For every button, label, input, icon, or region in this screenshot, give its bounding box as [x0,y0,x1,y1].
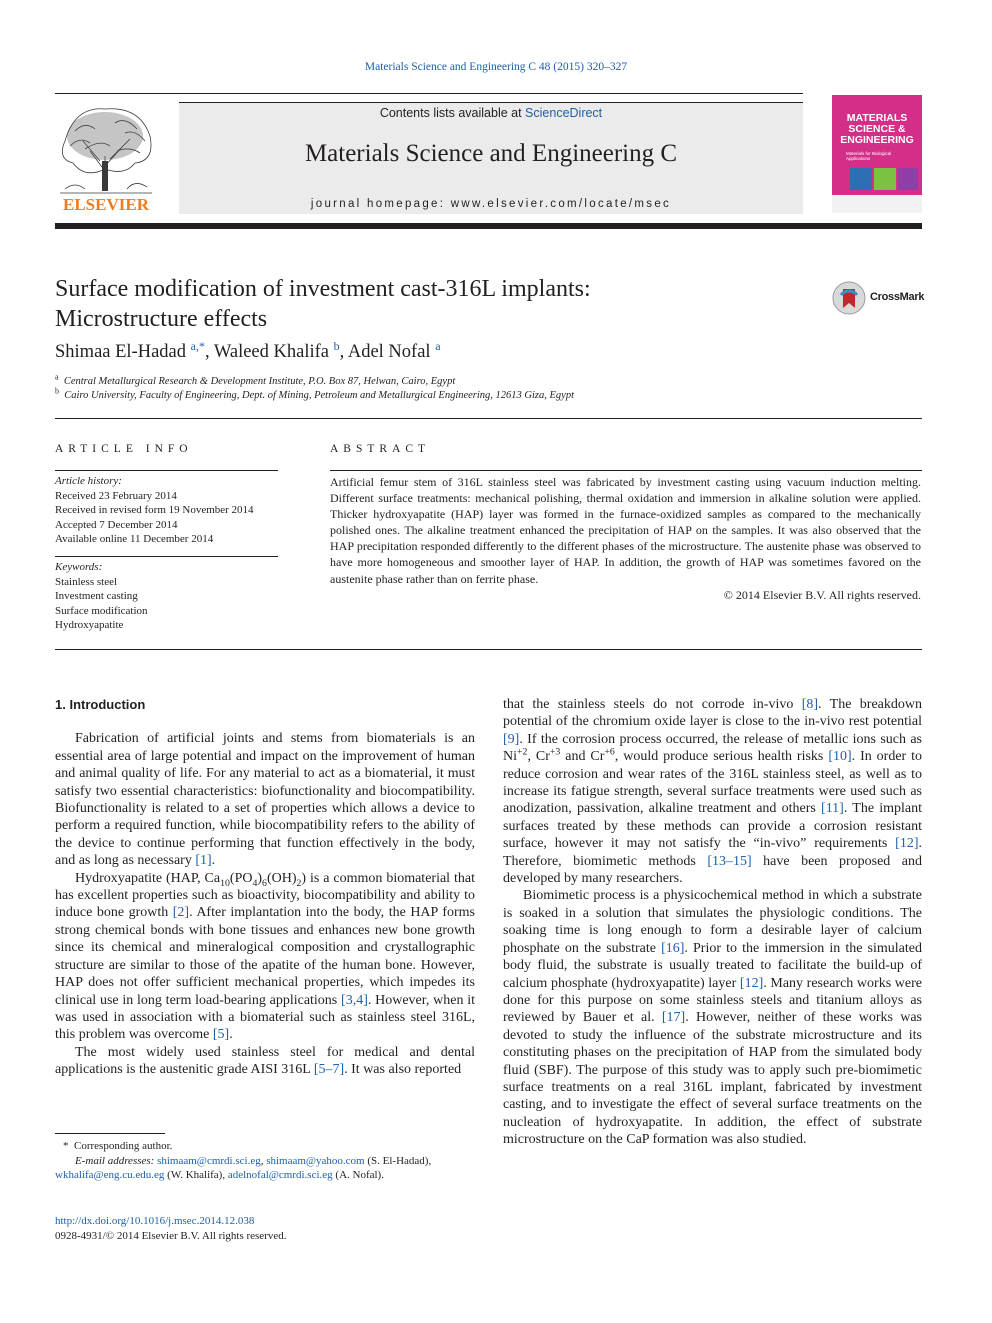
author-name: Waleed Khalifa [213,342,329,362]
divider [55,556,278,557]
citation-link[interactable]: [11] [821,801,844,817]
abstract-copyright: © 2014 Elsevier B.V. All rights reserved. [723,587,921,602]
author-affiliation-mark[interactable]: b [333,338,340,353]
divider [55,649,922,650]
svg-text:ELSEVIER: ELSEVIER [63,195,149,213]
divider [55,470,278,471]
footnote-rule [55,1133,165,1134]
cover-footer [832,195,922,213]
citation-link[interactable]: [3,4] [341,992,368,1008]
cover-tile [898,168,918,190]
crossmark-icon [832,281,868,317]
citation-link[interactable]: [1] [195,853,212,869]
author-affiliation-mark[interactable]: a,* [190,338,205,353]
citation-link[interactable]: [9] [503,731,520,747]
citation-link[interactable]: [12] [739,975,764,991]
sciencedirect-link[interactable]: ScienceDirect [525,106,603,120]
citation-link[interactable]: [5–7] [313,1062,345,1078]
journal-homepage[interactable]: journal homepage: www.elsevier.com/locate/msec [310,198,672,210]
affiliation: $^b$ Cairo University, Faculty of Engineering, Dept. of Mining, Petroleum and Metallurgical Engineering, 12613 Giza, Egypt [55,386,575,401]
article-title: Surface modification of investment cast-316L implants: Microstructure effects [55,276,591,332]
citation-link[interactable]: [16] [661,940,685,956]
article-info-heading: ARTICLE INFO [55,443,193,455]
keyword: Investment casting [55,590,138,602]
paragraph: Biomimetic process is a physicochemical method in which a substrate is soaked in a solution that simulates the physiologic conditions. The soaking time is long enough to form a desirable layer of calcium phosphate on the substrate [16]. Prior to the immersion in the simulated body fluid, the substrate is usually treated to facilitate the build-up of calcium phosphate (hydroxyapatite) layer [12]. Many research works were done for this purpose on some stainless steels and titanium alloys as reviewed by Bauer et al. [17]. However, neither of these works was devoted to study the influence of the substrate microstructure and its constituting phases on the precipitation of HAP from the simulated body fluid (SBF). The purpose of this study was to apply such pre-biomimetic surface treatments on a real 316L implant, fabricated by investment casting, and to investigate the effect of several surface treatments on the nucleation of hydroxyapatite. In addition, the effect of substrate microstructure on the CaP formation was also studied. [503,888,922,1148]
history-item: Available online 11 December 2014 [55,533,214,545]
body-column-left [55,696,475,1079]
history-item: Received in revised form 19 November 2014 [55,504,254,516]
email-link[interactable]: shimaam@cmrdi.sci.eg [157,1154,261,1167]
citation-link[interactable]: [13–15] [707,853,752,869]
divider [330,470,922,471]
article-history: Article history: Received 23 February 2014 Received in revised form 19 November 2014 Accepted 7 December 2014 Available online 11 December 2014 [55,474,278,547]
paragraph: that the stainless steels do not corrode in-vivo [8]. The breakdown potential of the chromium oxide layer is close to the in-vivo rest potential [9]. If the corrosion process occurred, the release of metallic ions such as $Ni^{+2}$, $Cr^{+3}$ and $Cr^{+6}$, would produce serious health risks [10]. In order to reduce corrosion and wear rates of the 316L stainless steel, as well as to increase its fatigue strength, several surface treatments were used such as anodization, passivation, alkaline treatment and others [11]. The implant surfaces treated by these methods can provide a corrosion resistant surface, however it may not satisfy the “in-vivo” requirements [12]. Therefore, biomimetic methods [13–15] have been proposed and developed by many researchers. [503,697,923,887]
contents-line: Contents lists available at ScienceDirect [379,106,603,120]
journal-title: Materials Science and Engineering C [304,140,678,167]
affiliation: $^a$ Central Metallurgical Research & Development Institute, P.O. Box 87, Helwan, Cairo, Egypt [55,372,456,387]
journal-reference[interactable]: Materials Science and Engineering C 48 (2015) 320–327 [364,61,628,73]
header-top-rule [55,93,803,94]
paragraph: The most widely used stainless steel for medical and dental applications is the austenitic grade AISI 316L [5–7]. It was also reported [55,1044,475,1078]
doi-link[interactable]: http://dx.doi.org/10.1016/j.msec.2014.12.038 [55,1215,255,1227]
history-item: Accepted 7 December 2014 [55,518,178,531]
abstract-heading: ABSTRACT [330,443,431,455]
header-thick-rule [55,223,922,229]
cover-subtitle: Materials for Biological Applications [846,151,892,161]
citation-link[interactable]: [17] [661,1010,686,1026]
issn-copyright: 0928-4931/© 2014 Elsevier B.V. All rights reserved. [55,1229,287,1242]
email-link[interactable]: adelnofal@cmrdi.sci.eg [227,1169,333,1181]
divider [55,418,922,419]
crossmark-label: CrossMark [870,291,925,303]
cover-tile [874,168,896,190]
doi-block [55,1214,287,1243]
paragraph: Fabrication of artificial joints and stems from biomaterials is an essential area of large potential and impact on the improvement of human and animal quality of life. For any material to act as a biomaterial, it must satisfy two essential characteristics: biofunctionality and biocompatibility. Biofunctionality is related to a set of properties which allows a device to perform a required function, while biocompatibility refers to the ability of the device to continue performing that function effectively in the body, and as long as necessary [1]. [55,731,475,869]
keywords: Keywords: Stainless steel Investment casting Surface modification Hydroxyapatite [55,560,278,633]
citation-link[interactable]: [2] [172,905,190,921]
email-link[interactable]: shimaam@yahoo.com [266,1154,365,1167]
paragraph: Hydroxyapatite (HAP, $Ca_{10}(PO_4)_6(OH)_2$) is a common biomaterial that has excellent properties such as bioactivity, biocompatibility and ability to induce bone growth [2]. After implantation into the body, the HAP forms strong chemical bonds with bone tissues and enhances new bone growth since its chemical and mineralogical composition and crystallographic structure are similar to those of the apatite of the human bone. However, HAP does not offer sufficient mechanical properties, which impedes its clinical use in long term load-bearing applications [3,4]. However, when it was used in association with a biomaterial such as stainless steel 316L, this problem was overcome [5]. [55,870,475,1043]
citation-link[interactable]: [12] [895,836,919,852]
author-name: Shimaa El-Hadad [55,342,186,362]
email-link[interactable]: wkhalifa@eng.cu.edu.eg [55,1169,165,1181]
citation-link[interactable]: [10] [828,749,852,765]
journal-cover-image [832,95,922,213]
author-list: Shimaa El-Hadad $^{a,*}$, Waleed Khalifa $^b$, Adel Nofal $^a$ [55,338,441,362]
crossmark-badge[interactable] [832,281,927,317]
keyword: Hydroxyapatite [55,619,124,631]
cover-title: MATERIALS SCIENCE & ENGINEERING [840,112,914,146]
abstract-text: Artificial femur stem of 316L stainless steel was fabricated by investment casting using vacuum induction melting. Different surface treatments: mechanical polishing, thermal oxidation and immersion in alkaline solution were applied. Thicker hydroxyapatite (HAP) layer was formed in the furnace-oxidized samples as compared to the mechanically polished ones. The alkaline treatment enhanced the precipitation of HAP on the samples. It was also observed that the HAP precipitation responded differently to the different phases of the microstructure. The austenite phase was observed to have more homogeneous and smoother layer of HAP. In addition, the growth of HAP was sometimes favored on the austenite phase rather than on ferrite phase. © 2014 Elsevier B.V. All rights reserved. [330,475,921,602]
body-column-right [503,696,922,1149]
author-name: Adel Nofal [347,342,431,362]
section-heading: 1. Introduction [55,697,146,712]
keyword: Stainless steel [55,575,118,588]
elsevier-tree-logo [55,101,157,213]
footnote-corresponding: * Corresponding author. E-mail addresses: shimaam@cmrdi.sci.eg, shimaam@yahoo.com (S. El-Hadad), wkhalifa@eng.cu.edu.eg (W. Khalifa), adelnofal@cmrdi.sci.eg (A. Nofal). [55,1140,432,1181]
cover-tile [850,168,872,190]
citation-link[interactable]: [8] [801,697,819,712]
author-affiliation-mark[interactable]: a [435,338,441,353]
keyword: Surface modification [55,604,148,617]
citation-link[interactable]: [5] [212,1027,230,1043]
history-item: Received 23 February 2014 [55,489,177,502]
